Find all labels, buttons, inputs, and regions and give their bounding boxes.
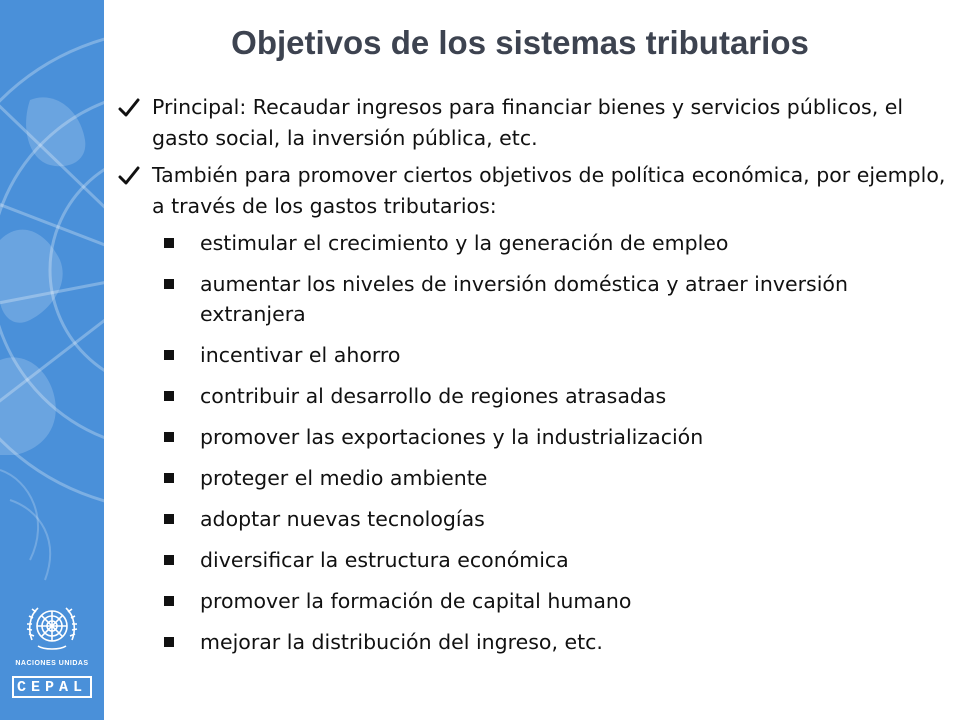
sub-point bbox=[116, 269, 946, 329]
main-point-2 bbox=[116, 160, 946, 222]
checkmark-icon bbox=[118, 97, 140, 119]
main-point-text: Principal: Recaudar ingresos para financiar bienes y servicios públicos, el gasto social, la inversión pública, etc. bbox=[152, 95, 904, 150]
square-bullet-icon bbox=[164, 514, 174, 524]
checkmark-icon bbox=[118, 165, 140, 187]
slide-content bbox=[116, 92, 946, 668]
square-bullet-icon bbox=[164, 432, 174, 442]
un-logo-block bbox=[0, 590, 104, 720]
sub-point bbox=[116, 545, 946, 575]
slide-title: Objetivos de los sistemas tributarios bbox=[231, 24, 809, 61]
sub-point-text: diversificar la estructura económica bbox=[200, 548, 569, 572]
sub-point-text: aumentar los niveles de inversión doméstica y atraer inversión extranjera bbox=[200, 272, 848, 326]
sub-point-text: promover la formación de capital humano bbox=[200, 589, 632, 613]
sub-point bbox=[116, 381, 946, 411]
sub-point-text: incentivar el ahorro bbox=[200, 343, 401, 367]
sub-point-text: promover las exportaciones y la industrialización bbox=[200, 425, 704, 449]
square-bullet-icon bbox=[164, 391, 174, 401]
sub-point-text: mejorar la distribución del ingreso, etc. bbox=[200, 630, 603, 654]
sub-point-text: adoptar nuevas tecnologías bbox=[200, 507, 485, 531]
sub-point-text: contribuir al desarrollo de regiones atrasadas bbox=[200, 384, 667, 408]
sub-point bbox=[116, 463, 946, 493]
sidebar bbox=[0, 0, 104, 720]
square-bullet-icon bbox=[164, 555, 174, 565]
sub-point bbox=[116, 422, 946, 452]
square-bullet-icon bbox=[164, 279, 174, 289]
sub-point bbox=[116, 504, 946, 534]
square-bullet-icon bbox=[164, 596, 174, 606]
cepal-logo bbox=[12, 676, 92, 698]
cepal-logo-text: CEPAL bbox=[16, 678, 87, 696]
org-name: NACIONES UNIDAS bbox=[15, 660, 89, 667]
sub-point bbox=[116, 627, 946, 657]
sub-point bbox=[116, 586, 946, 616]
sub-point-list bbox=[116, 228, 946, 657]
square-bullet-icon bbox=[164, 637, 174, 647]
sub-point bbox=[116, 228, 946, 258]
sub-point bbox=[116, 340, 946, 370]
main-point-1 bbox=[116, 92, 946, 154]
square-bullet-icon bbox=[164, 238, 174, 248]
un-emblem-icon bbox=[24, 600, 80, 656]
square-bullet-icon bbox=[164, 350, 174, 360]
sub-point-text: proteger el medio ambiente bbox=[200, 466, 488, 490]
main-point-text: También para promover ciertos objetivos de política económica, por ejemplo, a través de los gastos tributarios: bbox=[152, 163, 946, 218]
square-bullet-icon bbox=[164, 473, 174, 483]
sub-point-text: estimular el crecimiento y la generación de empleo bbox=[200, 231, 729, 255]
